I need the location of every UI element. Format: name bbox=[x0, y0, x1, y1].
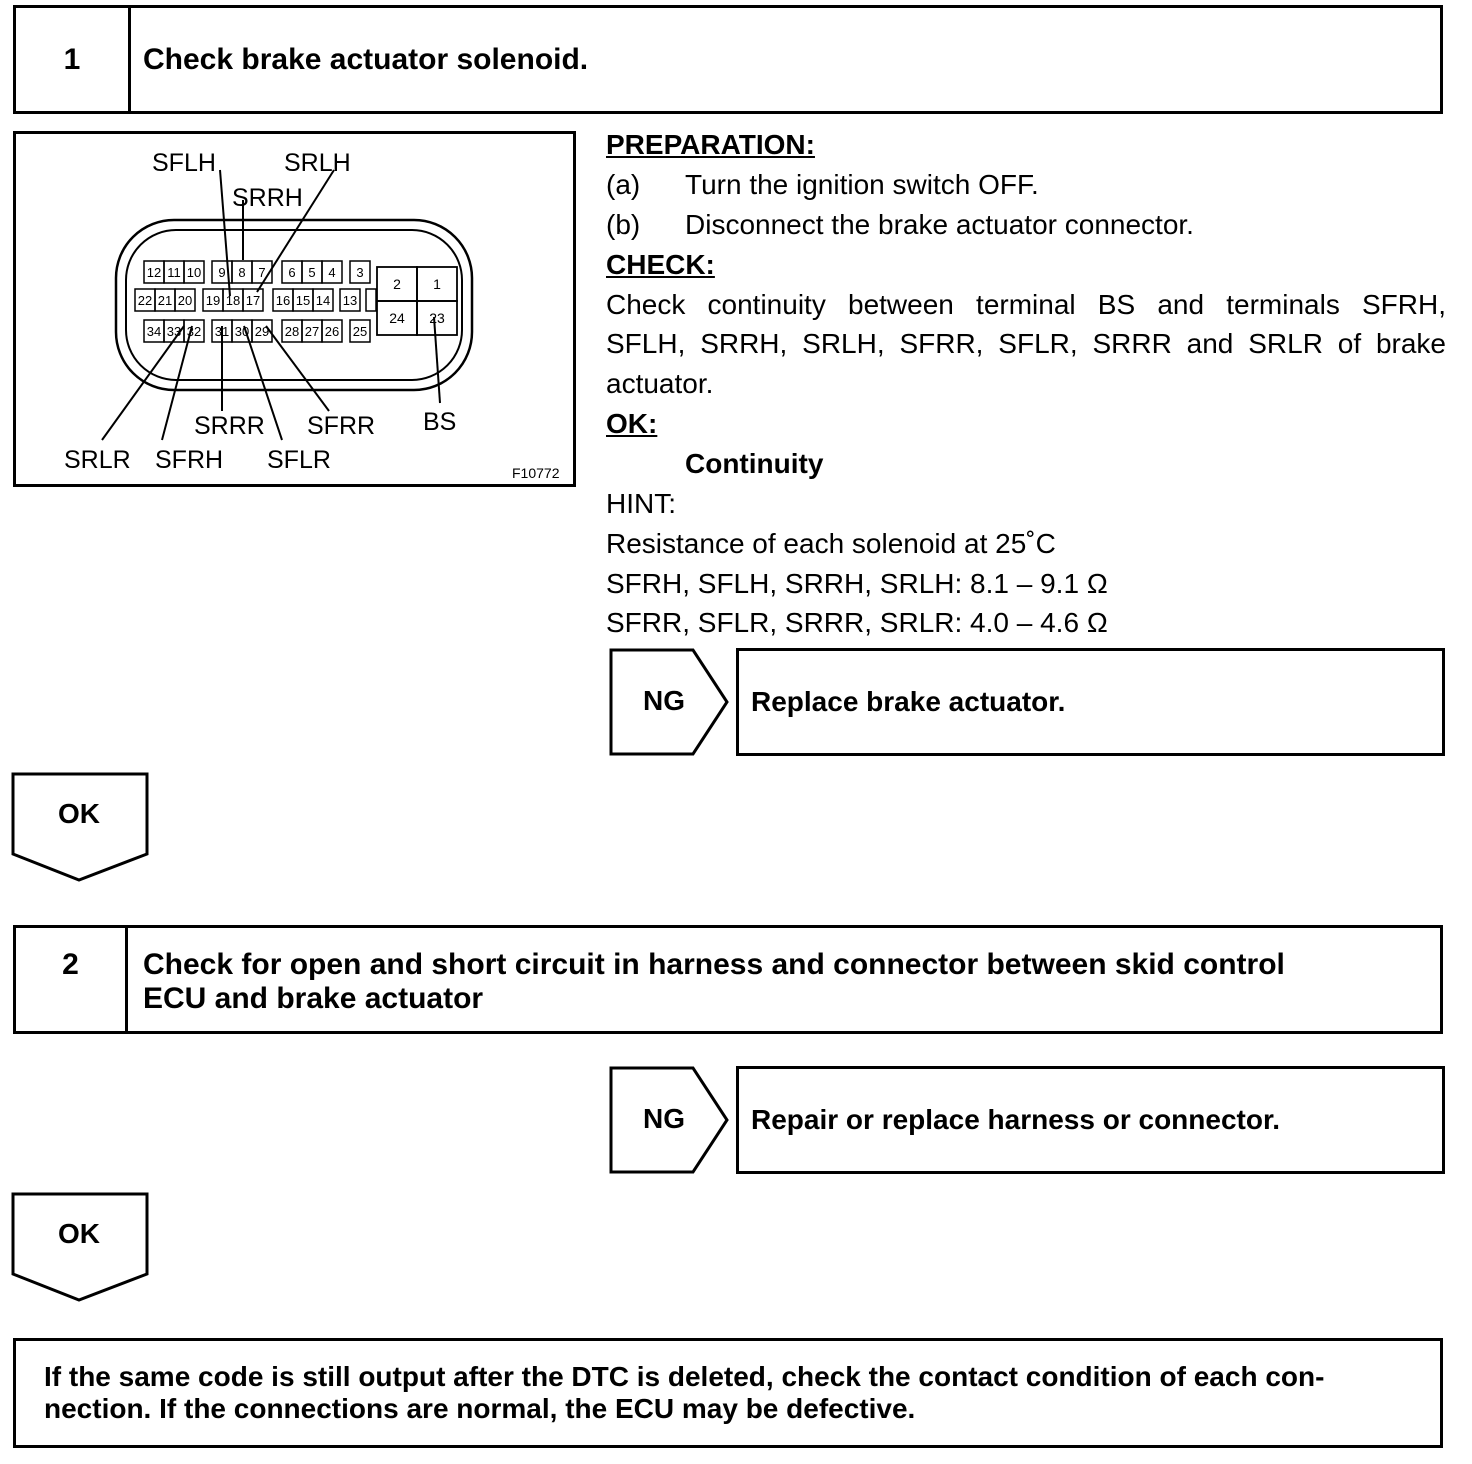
step-2-number bbox=[16, 928, 128, 1031]
check-line-3: actuator. bbox=[606, 368, 714, 399]
pin-number: 31 bbox=[214, 324, 230, 339]
pin-row-top bbox=[144, 261, 370, 283]
final-note bbox=[13, 1338, 1443, 1448]
ng-1-result: Replace brake actuator. bbox=[736, 648, 1445, 756]
pin-number: 10 bbox=[186, 265, 202, 280]
ok-1-branch bbox=[11, 772, 151, 884]
step-2-number-text: 2 bbox=[62, 948, 79, 981]
pin-number-large: 1 bbox=[433, 276, 441, 292]
hint-line-2: SFRH, SFLH, SRRH, SRLH: 8.1 – 9.1 Ω bbox=[606, 568, 1108, 599]
pin-number: 33 bbox=[166, 324, 182, 339]
pin-number: 17 bbox=[245, 293, 261, 308]
step-b-text: Disconnect the brake actuator connector. bbox=[685, 209, 1194, 240]
step-2-box bbox=[13, 925, 1443, 1034]
ok-1-label: OK bbox=[58, 798, 100, 829]
pin-number: 21 bbox=[157, 293, 173, 308]
ng-2-result: Repair or replace harness or connector. bbox=[736, 1066, 1445, 1174]
pin-number: 25 bbox=[352, 324, 368, 339]
label-srlr: SRLR bbox=[64, 446, 131, 474]
label-srlh: SRLH bbox=[284, 149, 351, 177]
check-line-1: Check continuity between terminal BS and terminals SFRH, bbox=[606, 289, 1446, 320]
pin-number: 27 bbox=[304, 324, 320, 339]
pin-row-mid bbox=[135, 289, 360, 311]
pin-number: 29 bbox=[254, 324, 270, 339]
label-srrr: SRRR bbox=[194, 412, 265, 440]
step-2-title-line-2: ECU and brake actuator bbox=[143, 982, 484, 1015]
pin-number: 9 bbox=[218, 265, 226, 280]
instructions bbox=[606, 125, 1446, 645]
pin-number: 15 bbox=[295, 293, 311, 308]
ng-2-label: NG bbox=[643, 1103, 685, 1134]
pin-number: 34 bbox=[146, 324, 162, 339]
pin-row-bot bbox=[144, 320, 370, 342]
pin-number-large: 24 bbox=[389, 310, 405, 326]
pin-number: 20 bbox=[177, 293, 193, 308]
step-2-title bbox=[143, 948, 1420, 1016]
pin-number: 12 bbox=[146, 265, 162, 280]
step-a-text: Turn the ignition switch OFF. bbox=[685, 169, 1039, 200]
figure-id: F10772 bbox=[512, 465, 560, 481]
label-sfrh: SFRH bbox=[155, 446, 224, 474]
ok-2-label: OK bbox=[58, 1218, 100, 1249]
step-1-title: Check brake actuator solenoid. bbox=[143, 43, 589, 76]
pin-number: 3 bbox=[356, 265, 364, 280]
pin-number: 16 bbox=[275, 293, 291, 308]
pin-block-large bbox=[377, 267, 457, 335]
hint-line-3: SFRR, SFLR, SRRR, SRLR: 4.0 – 4.6 Ω bbox=[606, 607, 1108, 638]
pin-number-large: 23 bbox=[429, 310, 445, 326]
label-srrh: SRRH bbox=[232, 184, 303, 212]
step-1-box bbox=[13, 5, 1443, 114]
pin-number: 6 bbox=[288, 265, 296, 280]
label-bs: BS bbox=[423, 408, 457, 436]
step-1-number: 1 bbox=[16, 8, 131, 111]
hint-line-1: Resistance of each solenoid at 25˚C bbox=[606, 528, 1056, 559]
pin-number: 32 bbox=[186, 324, 202, 339]
pin-number: 11 bbox=[167, 265, 181, 280]
check-line-2: SFLH, SRRH, SRLH, SFRR, SFLR, SRRR and SRLR of brake bbox=[606, 328, 1446, 359]
check-heading: CHECK: bbox=[606, 249, 715, 280]
step-b-marker: (b) bbox=[606, 209, 641, 240]
pin-number: 30 bbox=[234, 324, 250, 339]
final-line-2: nection. If the connections are normal, the ECU may be defective. bbox=[44, 1393, 916, 1424]
ng-1-branch bbox=[609, 648, 1445, 756]
step-a-marker: (a) bbox=[606, 169, 641, 200]
pin-number: 14 bbox=[315, 293, 331, 308]
pin-number: 19 bbox=[205, 293, 221, 308]
label-sfrr: SFRR bbox=[307, 412, 376, 440]
ok-value: Continuity bbox=[685, 448, 824, 479]
pin-number: 28 bbox=[284, 324, 300, 339]
connector-diagram bbox=[13, 131, 576, 487]
step-2-title-line-1: Check for open and short circuit in harness and connector between skid control bbox=[143, 948, 1285, 981]
pin-number: 18 bbox=[225, 293, 241, 308]
ng-2-branch bbox=[609, 1066, 1445, 1174]
label-sflh: SFLH bbox=[152, 149, 216, 177]
ng-1-label: NG bbox=[643, 685, 685, 716]
pin-number: 4 bbox=[328, 265, 336, 280]
connector-drawing bbox=[16, 134, 573, 484]
ok-heading: OK: bbox=[606, 408, 658, 439]
hint-heading: HINT: bbox=[606, 488, 676, 519]
pin-number: 7 bbox=[258, 265, 266, 280]
final-line-1: If the same code is still output after the DTC is deleted, check the contact condition of each con- bbox=[44, 1361, 1325, 1392]
pin-number: 5 bbox=[308, 265, 316, 280]
ok-2-branch bbox=[11, 1192, 151, 1304]
preparation-heading: PREPARATION: bbox=[606, 129, 815, 160]
pin-number: 13 bbox=[342, 293, 358, 308]
pin-number-large: 2 bbox=[393, 276, 401, 292]
pin-number: 8 bbox=[238, 265, 246, 280]
label-sflr: SFLR bbox=[267, 446, 331, 474]
pin-number: 22 bbox=[137, 293, 153, 308]
pin-number: 26 bbox=[324, 324, 340, 339]
